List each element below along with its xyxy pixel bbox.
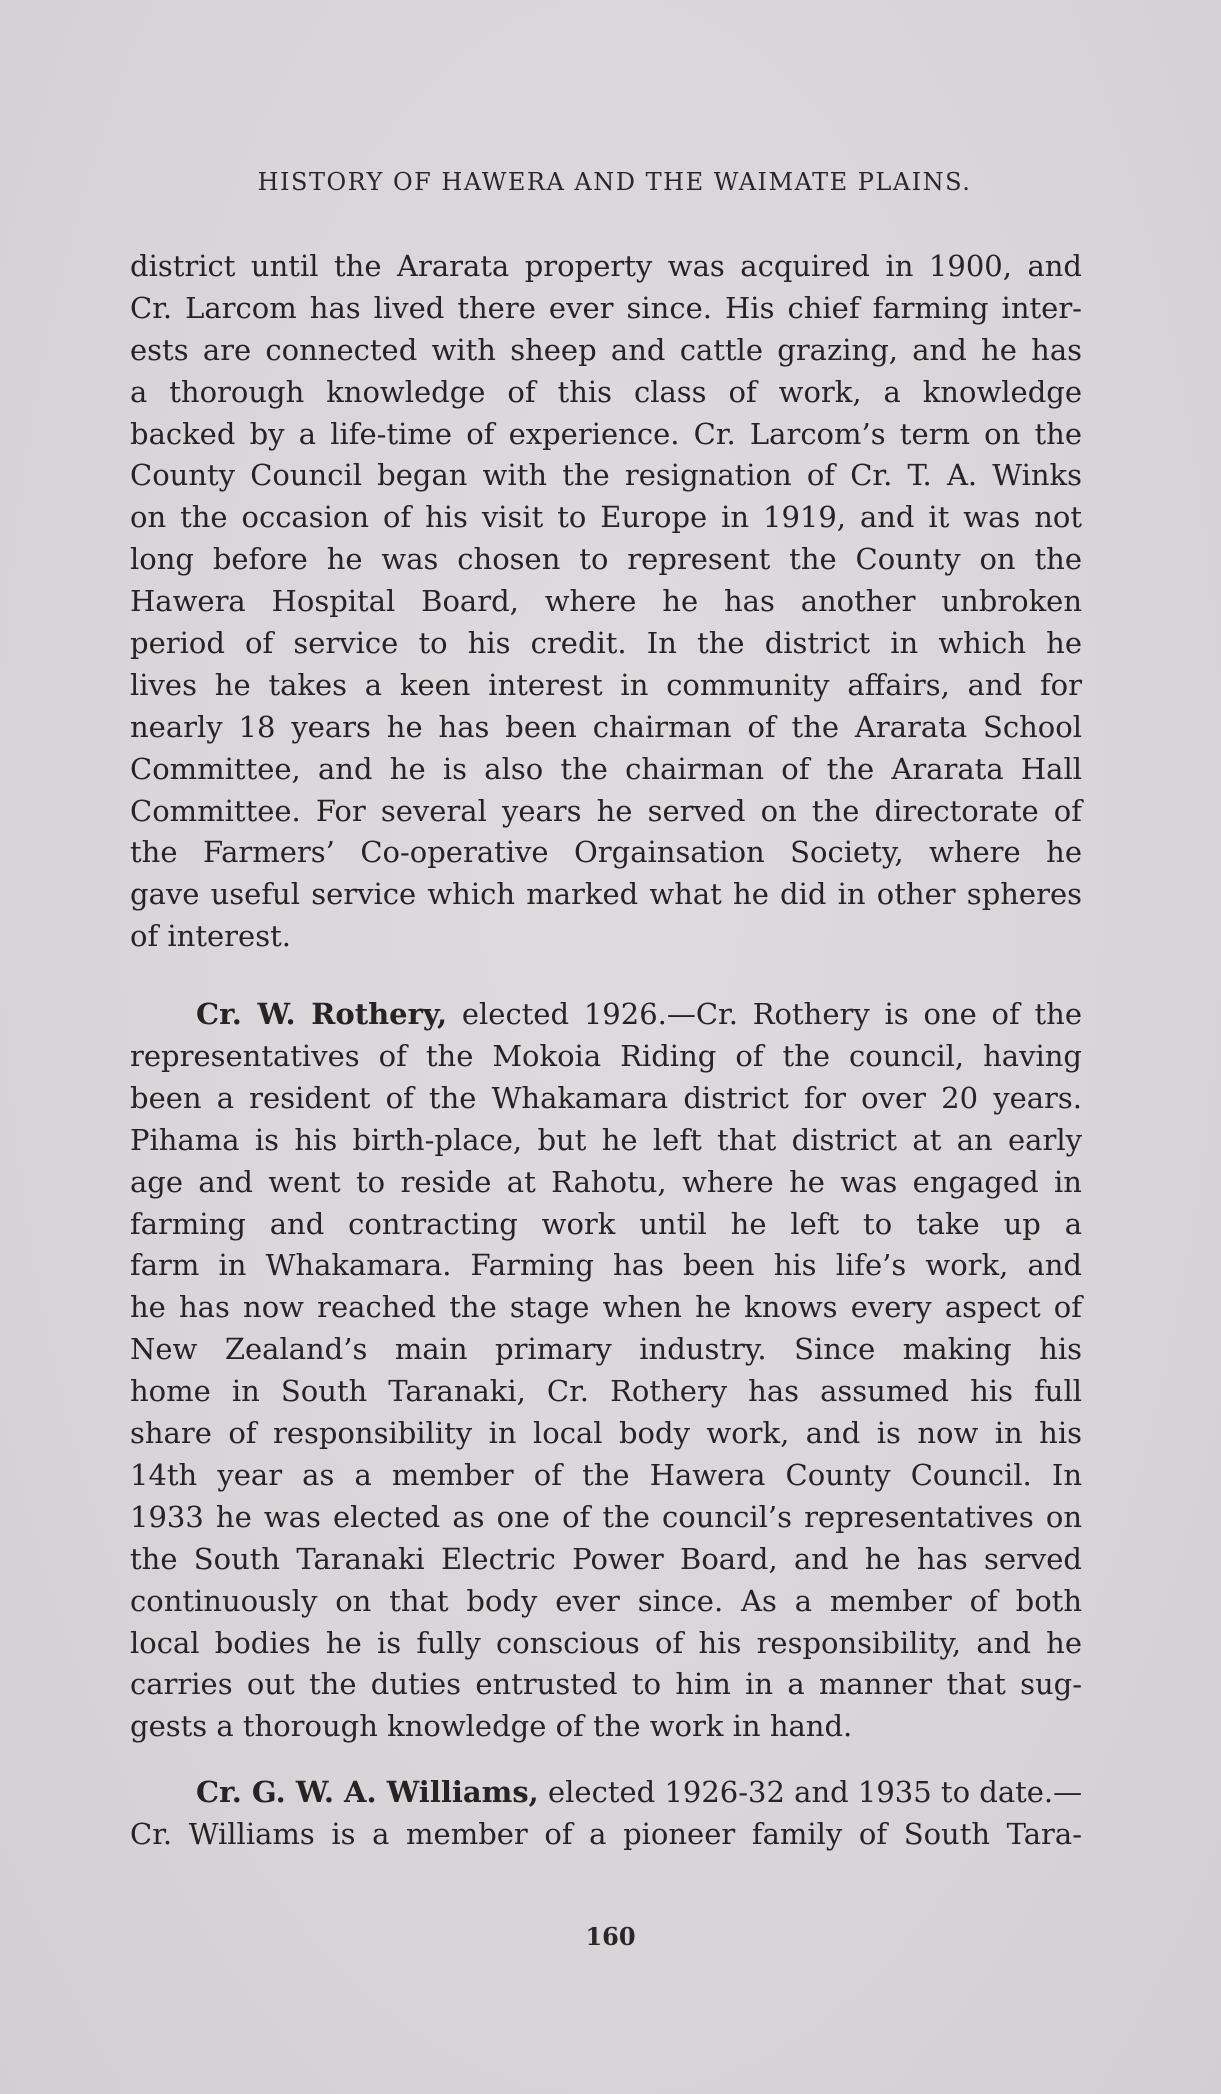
text-line: Hawera Hospital Board, where he has another unbroken <box>130 584 1082 619</box>
page-number: 160 <box>585 1922 636 1951</box>
text-line: district until the Ararata property was acquired in 1900, and <box>130 249 1082 283</box>
text-line: representatives of the Mokoia Riding of the council, having <box>130 1039 1082 1074</box>
paragraph-larcom <box>130 246 1082 958</box>
body-text <box>130 246 1082 1856</box>
text-line: farm in Whakamara. Farming has been his life’s work, and <box>130 1248 1082 1283</box>
text-line: continuously on that body ever since. As a member of both <box>130 1583 1082 1618</box>
text-line: Committee, and he is also the chairman of the Ararata Hall <box>130 751 1082 786</box>
text-line: farming and contracting work until he left to take up a <box>130 1206 1082 1241</box>
text-line: the Farmers’ Co-operative Orgainsation Society, where he <box>130 835 1082 870</box>
text-line: share of responsibility in local body work, and is now in his <box>130 1416 1082 1451</box>
text-line: the South Taranaki Electric Power Board, and he has served <box>130 1541 1082 1576</box>
text-line: Cr. Larcom has lived there ever since. His chief farming inter- <box>130 290 1082 325</box>
text-line: 1933 he was elected as one of the council’s representatives on <box>130 1499 1082 1534</box>
entry-opening: elected 1926-32 and 1935 to date.— <box>538 1775 1083 1810</box>
text-line: age and went to reside at Rahotu, where he was engaged in <box>130 1164 1082 1199</box>
councillor-name: Cr. G. W. A. Williams, <box>196 1775 539 1810</box>
text-line: home in South Taranaki, Cr. Rothery has assumed his full <box>130 1374 1082 1409</box>
text-line: lives he takes a keen interest in community affairs, and for <box>130 667 1082 702</box>
text-line: 14th year as a member of the Hawera County Council. In <box>130 1457 1082 1492</box>
text-line: gave useful service which marked what he did in other spheres <box>130 877 1082 912</box>
text-line: Committee. For several years he served on the directorate of <box>130 793 1082 828</box>
text-line: ests are connected with sheep and cattle grazing, and he has <box>130 332 1082 367</box>
text-line: long before he was chosen to represent the County on the <box>130 542 1082 577</box>
text-line: carries out the duties entrusted to him in a manner that sug- <box>130 1667 1082 1702</box>
councillor-name: Cr. W. Rothery, <box>196 997 448 1032</box>
text-line: gests a thorough knowledge of the work in hand. <box>130 1709 853 1744</box>
text-line: Cr. Williams is a member of a pioneer family of South Tara- <box>130 1817 1082 1852</box>
text-line <box>130 994 1082 1036</box>
paragraph-williams <box>130 1772 1082 1856</box>
text-line: of interest. <box>130 919 291 954</box>
running-title: HISTORY OF HAWERA AND THE WAIMATE PLAINS. <box>257 168 972 196</box>
text-line <box>130 1772 1082 1814</box>
text-line: on the occasion of his visit to Europe in 1919, and it was not <box>130 500 1082 535</box>
text-line: period of service to his credit. In the district in which he <box>130 626 1082 661</box>
entry-opening: elected 1926.—Cr. Rothery is one of the <box>447 997 1082 1032</box>
text-line: backed by a life-time of experience. Cr. Larcom’s term on the <box>130 416 1082 451</box>
text-line: nearly 18 years he has been chairman of the Ararata School <box>130 709 1082 744</box>
paragraph-rothery <box>130 994 1082 1748</box>
text-line: a thorough knowledge of this class of work, a knowledge <box>130 374 1082 409</box>
text-line: been a resident of the Whakamara district for over 20 years. <box>130 1080 1082 1115</box>
text-line: Pihama is his birth-place, but he left that district at an early <box>130 1122 1082 1157</box>
text-line: he has now reached the stage when he knows every aspect of <box>130 1290 1082 1325</box>
text-line: New Zealand’s main primary industry. Since making his <box>130 1332 1082 1367</box>
text-line: local bodies he is fully conscious of his responsibility, and he <box>130 1625 1082 1660</box>
text-line: County Council began with the resignation of Cr. T. A. Winks <box>130 458 1082 493</box>
